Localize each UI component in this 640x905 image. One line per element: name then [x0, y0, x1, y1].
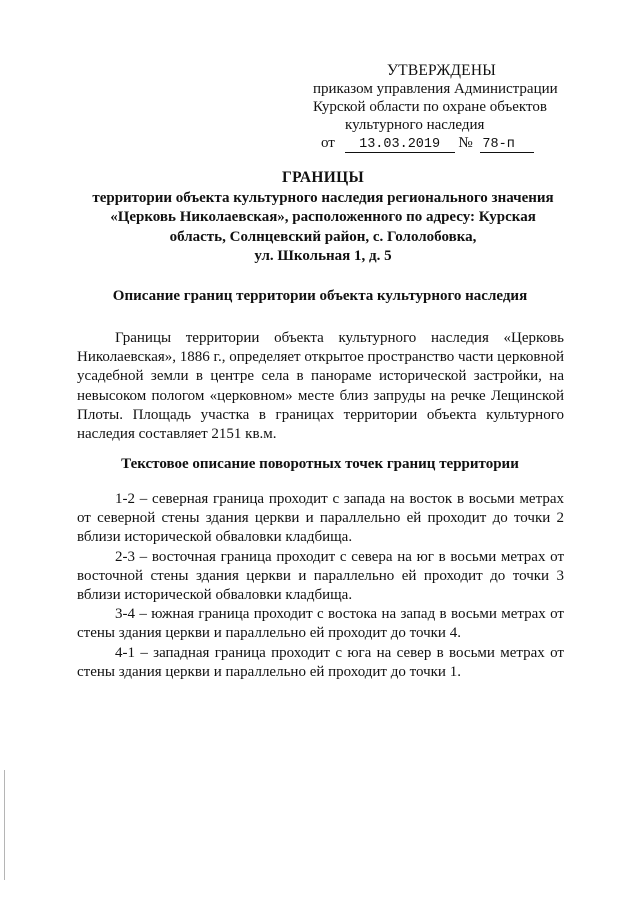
- turning-point-item: 2-3 – восточная граница проходит с севера на юг в восьми метрах от восточной стены здания церкви и параллельно ей проходит до точки 3 вблизи исторической обваловки кладбища.: [77, 548, 564, 604]
- document-title: [88, 168, 558, 267]
- scan-margin-line: [4, 770, 5, 880]
- approval-number: 78-п: [480, 137, 534, 153]
- date-prefix: от: [321, 135, 335, 151]
- turning-point-item: 3-4 – южная граница проходит с востока на запад в восьми метрах от стены здания церкви и параллельно ей проходит до точки 4.: [77, 606, 564, 642]
- title-line-3: область, Солнцевский район, с. Гололобовка,: [169, 228, 477, 245]
- turning-point-item: 1-2 – северная граница проходит с запада на восток в восьми метрах от северной стены здания церкви и параллельно ей проходит до точки 2 вблизи исторической обваловки кладбища.: [77, 491, 564, 546]
- approval-stamp: [313, 62, 593, 153]
- section-heading-boundaries: Описание границ территории объекта культурного наследия: [112, 288, 528, 304]
- approval-date-line: [321, 134, 593, 153]
- title-line-2: «Церковь Николаевская», расположенного по адресу: Курская: [110, 209, 536, 225]
- approval-line-2: Курской области по охране объектов: [313, 99, 547, 115]
- number-prefix: №: [458, 135, 473, 151]
- boundaries-description: Границы территории объекта культурного наследия «Церковь Николаевская», 1886 г., определяет открытое пространство части церковной усадебной земли в центре села в панораме исторической застройки, на невысоком пологом «церковном» месте близ запруды на речке Лещинской Плоты. Площадь участка в границах территории объекта культурного наследия составляет 2151 кв.м.: [77, 330, 564, 443]
- approval-line-3: культурного наследия: [345, 117, 485, 133]
- title-main: ГРАНИЦЫ: [281, 169, 365, 186]
- turning-points-list: [77, 490, 564, 682]
- section-heading-turning-points: Текстовое описание поворотных точек границ территории: [121, 456, 519, 472]
- turning-point-item: 4-1 – западная граница проходит с юга на север в восьми метрах от стены здания церкви и параллельно ей проходит до точки 1.: [77, 644, 564, 680]
- title-line-4: ул. Школьная 1, д. 5: [254, 248, 392, 264]
- approval-line-1: приказом управления Администрации: [313, 81, 558, 97]
- title-line-1: территории объекта культурного наследия регионального значения: [92, 189, 554, 206]
- approval-date: 13.03.2019: [345, 137, 455, 153]
- approval-heading: УТВЕРЖДЕНЫ: [387, 62, 496, 79]
